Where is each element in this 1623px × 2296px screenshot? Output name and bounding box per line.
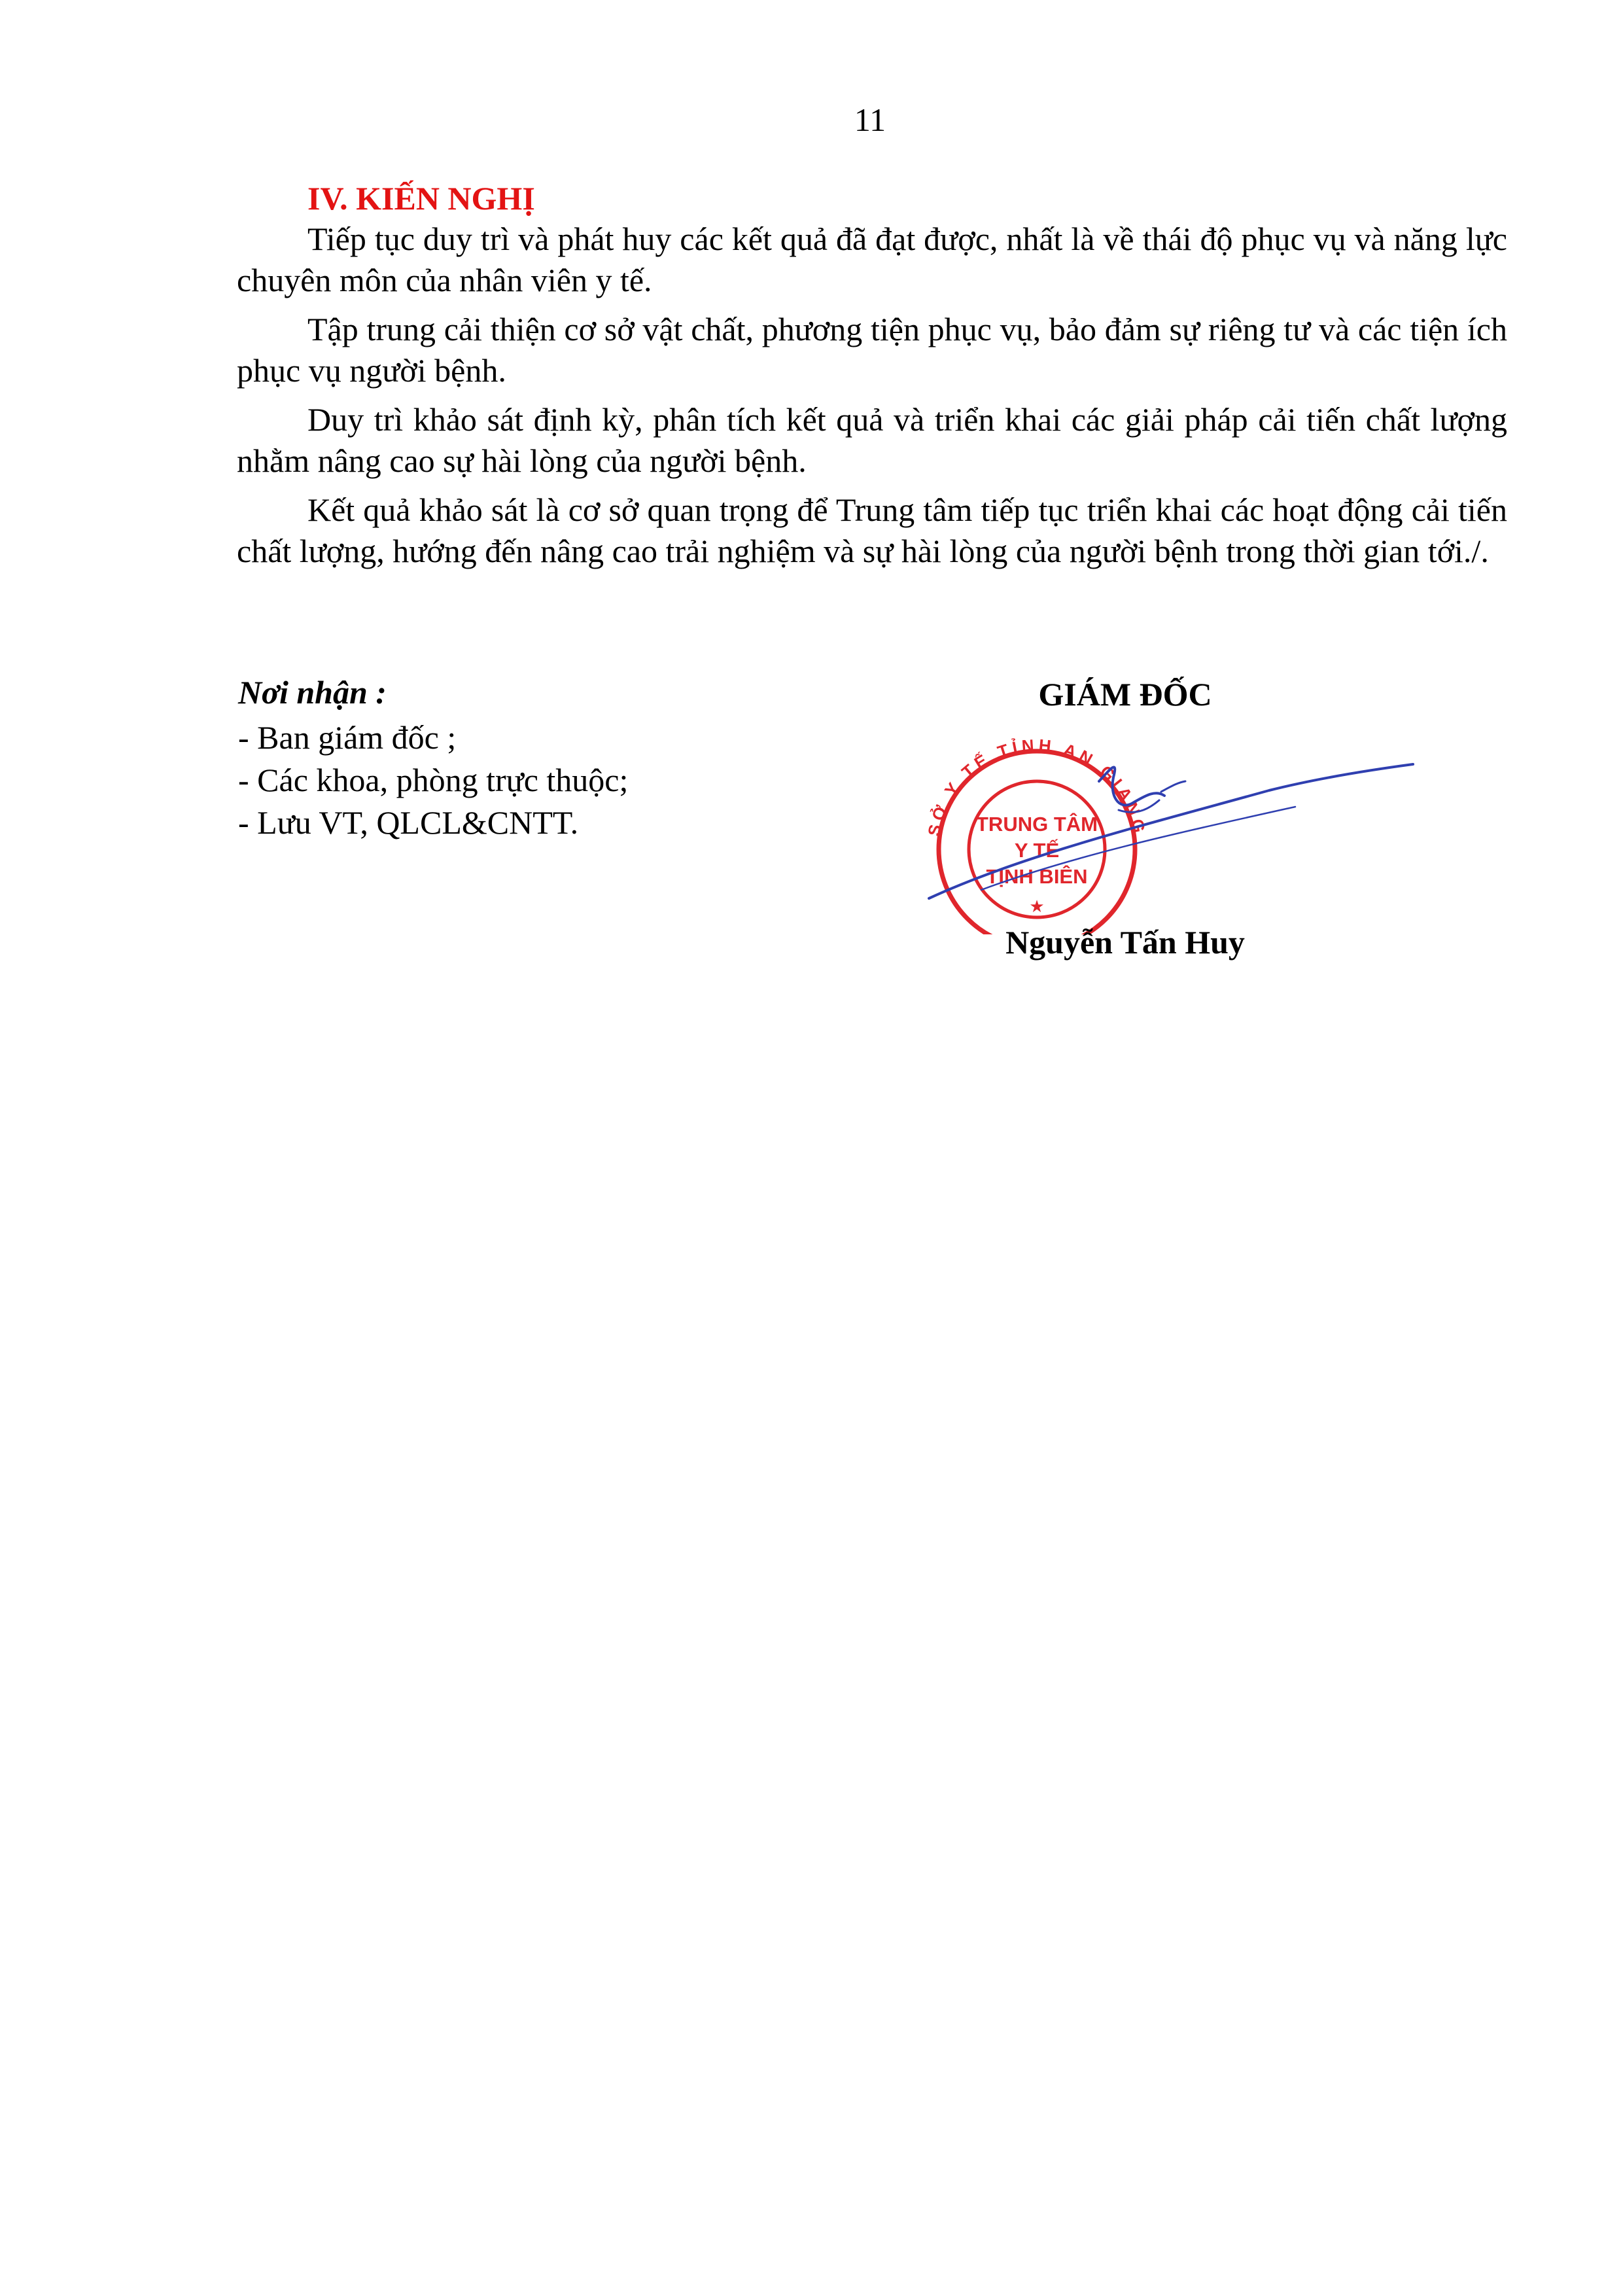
recipients-title: Nơi nhận : xyxy=(238,674,387,711)
stamp xyxy=(924,735,1150,934)
recipients-block xyxy=(238,671,827,844)
stamp-line-2: Y TẾ xyxy=(1014,839,1060,862)
stamp-line-3: TỊNH BIÊN xyxy=(986,865,1088,888)
signer-name: Nguyễn Tấn Huy xyxy=(1005,924,1245,961)
paragraph-2 xyxy=(237,309,1507,391)
signer-title: GIÁM ĐỐC xyxy=(1038,676,1212,713)
paragraph-text: Duy trì khảo sát định kỳ, phân tích kết quả và triển khai các giải pháp cải tiến chất lượng nhằm nâng cao sự hài lòng của người bệnh. xyxy=(237,401,1507,479)
paragraph-text: Tiếp tục duy trì và phát huy các kết quả đã đạt được, nhất là về thái độ phục vụ và năng lực chuyên môn của nhân viên y tế. xyxy=(237,221,1507,298)
paragraph-1 xyxy=(237,219,1507,301)
paragraph-3 xyxy=(237,399,1507,482)
seal-icon xyxy=(903,718,1439,934)
recipient-item: - Các khoa, phòng trực thuộc; xyxy=(238,762,629,798)
svg-text:★: ★ xyxy=(1029,897,1045,917)
recipients-list xyxy=(238,716,827,844)
page-number: 11 xyxy=(854,101,886,138)
paragraph-text: Kết quả khảo sát là cơ sở quan trọng để Trung tâm tiếp tục triển khai các hoạt động cải tiến chất lượng, hướng đến nâng cao trải nghiệm và sự hài lòng của người bệnh trong thời gian tới./. xyxy=(237,491,1507,569)
stamp-line-1: TRUNG TÂM xyxy=(976,813,1098,836)
section-heading: IV. KIẾN NGHỊ xyxy=(307,180,535,217)
paragraph-4 xyxy=(237,489,1507,572)
recipient-item: - Lưu VT, QLCL&CNTT. xyxy=(238,804,579,841)
signature-area xyxy=(903,718,1439,934)
paragraph-text: Tập trung cải thiện cơ sở vật chất, phương tiện phục vụ, bảo đảm sự riêng tư và các tiện ích phục vụ người bệnh. xyxy=(237,311,1507,389)
recipient-item: - Ban giám đốc ; xyxy=(238,719,457,756)
stamp-ring-text: SỞ Y TẾ TỈNH AN GIANG xyxy=(924,735,1150,838)
